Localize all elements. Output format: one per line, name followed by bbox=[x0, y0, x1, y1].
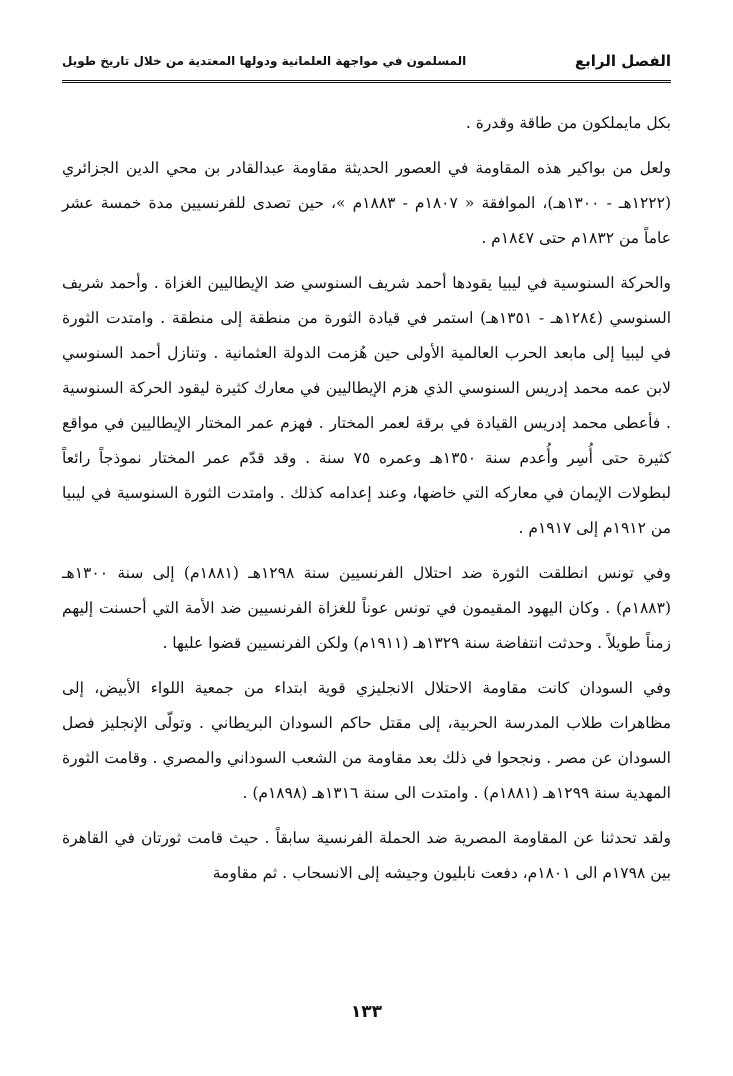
paragraph: وفي تونس انطلقت الثورة ضد احتلال الفرنسيين سنة ١٢٩٨هـ (١٨٨١م) إلى سنة ١٣٠٠هـ (١٨٨٣م) . وكان اليهود المقيمون في تونس عوناً للغزاة الفرنسيين ضد الأمة التي أحسنت إليهم زمناً طويلاً . وحدثت انتفاضة سنة ١٣٢٩هـ (١٩١١م) ولكن الفرنسيين قضوا عليها . bbox=[62, 564, 671, 652]
chapter-title: الفصل الرابع bbox=[574, 52, 671, 70]
paragraph: ولعل من بواكير هذه المقاومة في العصور الحديثة مقاومة عبدالقادر بن محي الدين الجزائري (١٢٢٢هـ - ١٣٠٠هـ)، الموافقة « ١٨٠٧م - ١٨٨٣م »، حين تصدى للفرنسيين مدة خمسة عشر عاماً من ١٨٣٢م حتى ١٨٤٧م . bbox=[62, 159, 671, 247]
page-body bbox=[62, 106, 671, 901]
paragraph: ولقد تحدثنا عن المقاومة المصرية ضد الحملة الفرنسية سابقاً . حيث قامت ثورتان في القاهرة بين ١٧٩٨م الى ١٨٠١م، دفعت نابليون وجيشه إلى الانسحاب . ثم مقاومة bbox=[62, 829, 671, 882]
paragraph: بكل مايملكون من طاقة وقدرة . bbox=[465, 114, 671, 132]
running-header bbox=[62, 46, 671, 83]
paragraph: وفي السودان كانت مقاومة الاحتلال الانجليزي قوية ابتداء من جمعية اللواء الأبيض، إلى مظاهرات طلاب المدرسة الحربية، إلى مقتل حاكم السودان البريطاني . وتولّى الإنجليز فصل السودان عن مصر . ونجحوا في ذلك بعد مقاومة من الشعب السوداني والمصري . وقامت الثورة المهدية سنة ١٢٩٩هـ (١٨٨١م) . وامتدت الى سنة ١٣١٦هـ (١٨٩٨م) . bbox=[62, 679, 671, 802]
page-number: ١٣٣ bbox=[350, 1002, 383, 1022]
running-title: المسلمون في مواجهة العلمانية ودولها المعتدية من خلال تاريخ طويل bbox=[62, 54, 467, 68]
paragraph: والحركة السنوسية في ليبيا يقودها أحمد شريف السنوسي ضد الإيطاليين الغزاة . وأحمد شريف السنوسي (١٢٨٤هـ - ١٣٥١هـ) استمر في قيادة الثورة من منطقة إلى منطقة . وامتدت الثورة في ليبيا إلى مابعد الحرب العالمية الأولى حين هُزمت الدولة العثمانية . وتنازل أحمد السنوسي لابن عمه محمد إدريس السنوسي الذي هزم الإيطاليين في معارك كثيرة ليقود الحركة السنوسية . فأعطى محمد إدريس القيادة في برقة لعمر المختار . فهزم عمر المختار الإيطاليين في مواقع كثيرة حتى أُسِر وأُعدم سنة ١٣٥٠هـ وعمره ٧٥ سنة . وقد قدّم عمر المختار نموذجاً رائعاً لبطولات الإيمان في معاركه التي خاضها، وعند إعدامه كذلك . وامتدت الثورة السنوسية في ليبيا من ١٩١٢م إلى ١٩١٧م . bbox=[62, 274, 672, 537]
